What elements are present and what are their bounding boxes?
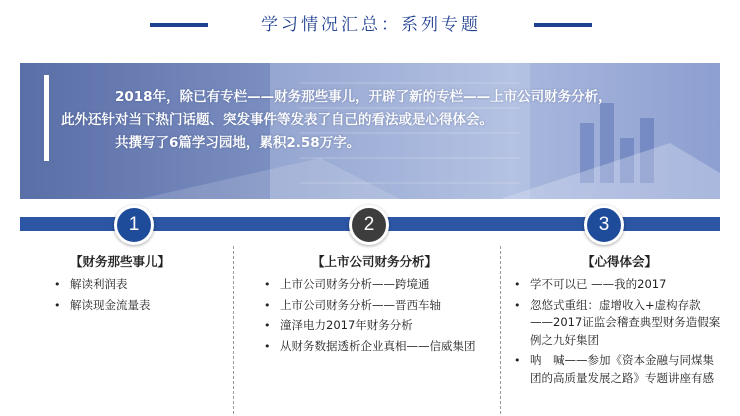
- list-item: • 忽悠式重组：虚增收入+虚构存款——2017证监会稽查典型财务造假案例之九好集团: [512, 297, 722, 350]
- banner-line-2: 此外还针对当下热门话题、突发事件等发表了自己的看法或是心得体会。: [61, 112, 493, 128]
- column-reflections: [512, 252, 722, 390]
- list-item: • 上市公司财务分析——晋西车轴: [262, 297, 492, 315]
- column-heading: 【上市公司财务分析】: [312, 254, 438, 269]
- list-item: • 呐 喊——参加《资本金融与同煤集团的高质量发展之路》专题讲座有感: [512, 352, 722, 387]
- column-heading: 【财务那些事儿】: [70, 254, 171, 269]
- list-item: • 解读利润表: [52, 276, 222, 294]
- column-heading: 【心得体会】: [582, 254, 658, 269]
- list-item: • 解读现金流量表: [52, 297, 222, 315]
- page-title: 学习情况汇总：系列专题: [261, 15, 481, 35]
- column-divider-1: [233, 246, 234, 414]
- list-item: • 从财务数据透析企业真相——信威集团: [262, 338, 492, 356]
- title-rule-right: [534, 23, 592, 27]
- banner-accent-bar: [44, 75, 49, 161]
- list-item: • 学不可以已 ——我的2017: [512, 276, 722, 294]
- column-divider-2: [500, 246, 501, 414]
- summary-banner: [20, 63, 720, 199]
- topic-list: [512, 276, 722, 387]
- banner-line-1: 2018年，除已有专栏——财务那些事儿，开辟了新的专栏——上市公司财务分析，: [115, 89, 612, 105]
- title-rule-left: [150, 23, 208, 27]
- list-item: • 上市公司财务分析——跨境通: [262, 276, 492, 294]
- column-finance-topics: [52, 252, 222, 317]
- banner-line-3: 共撰写了6篇学习园地，累积2.58万字。: [115, 135, 361, 151]
- topic-list: [52, 276, 222, 314]
- topic-list: [262, 276, 492, 355]
- step-2-circle: 2: [349, 205, 389, 245]
- column-listed-company-analysis: [262, 252, 492, 358]
- step-3-circle: 3: [584, 205, 624, 245]
- list-item: • 潼泽电力2017年财务分析: [262, 317, 492, 335]
- banner-text: [61, 86, 711, 155]
- step-1-circle: 1: [114, 205, 154, 245]
